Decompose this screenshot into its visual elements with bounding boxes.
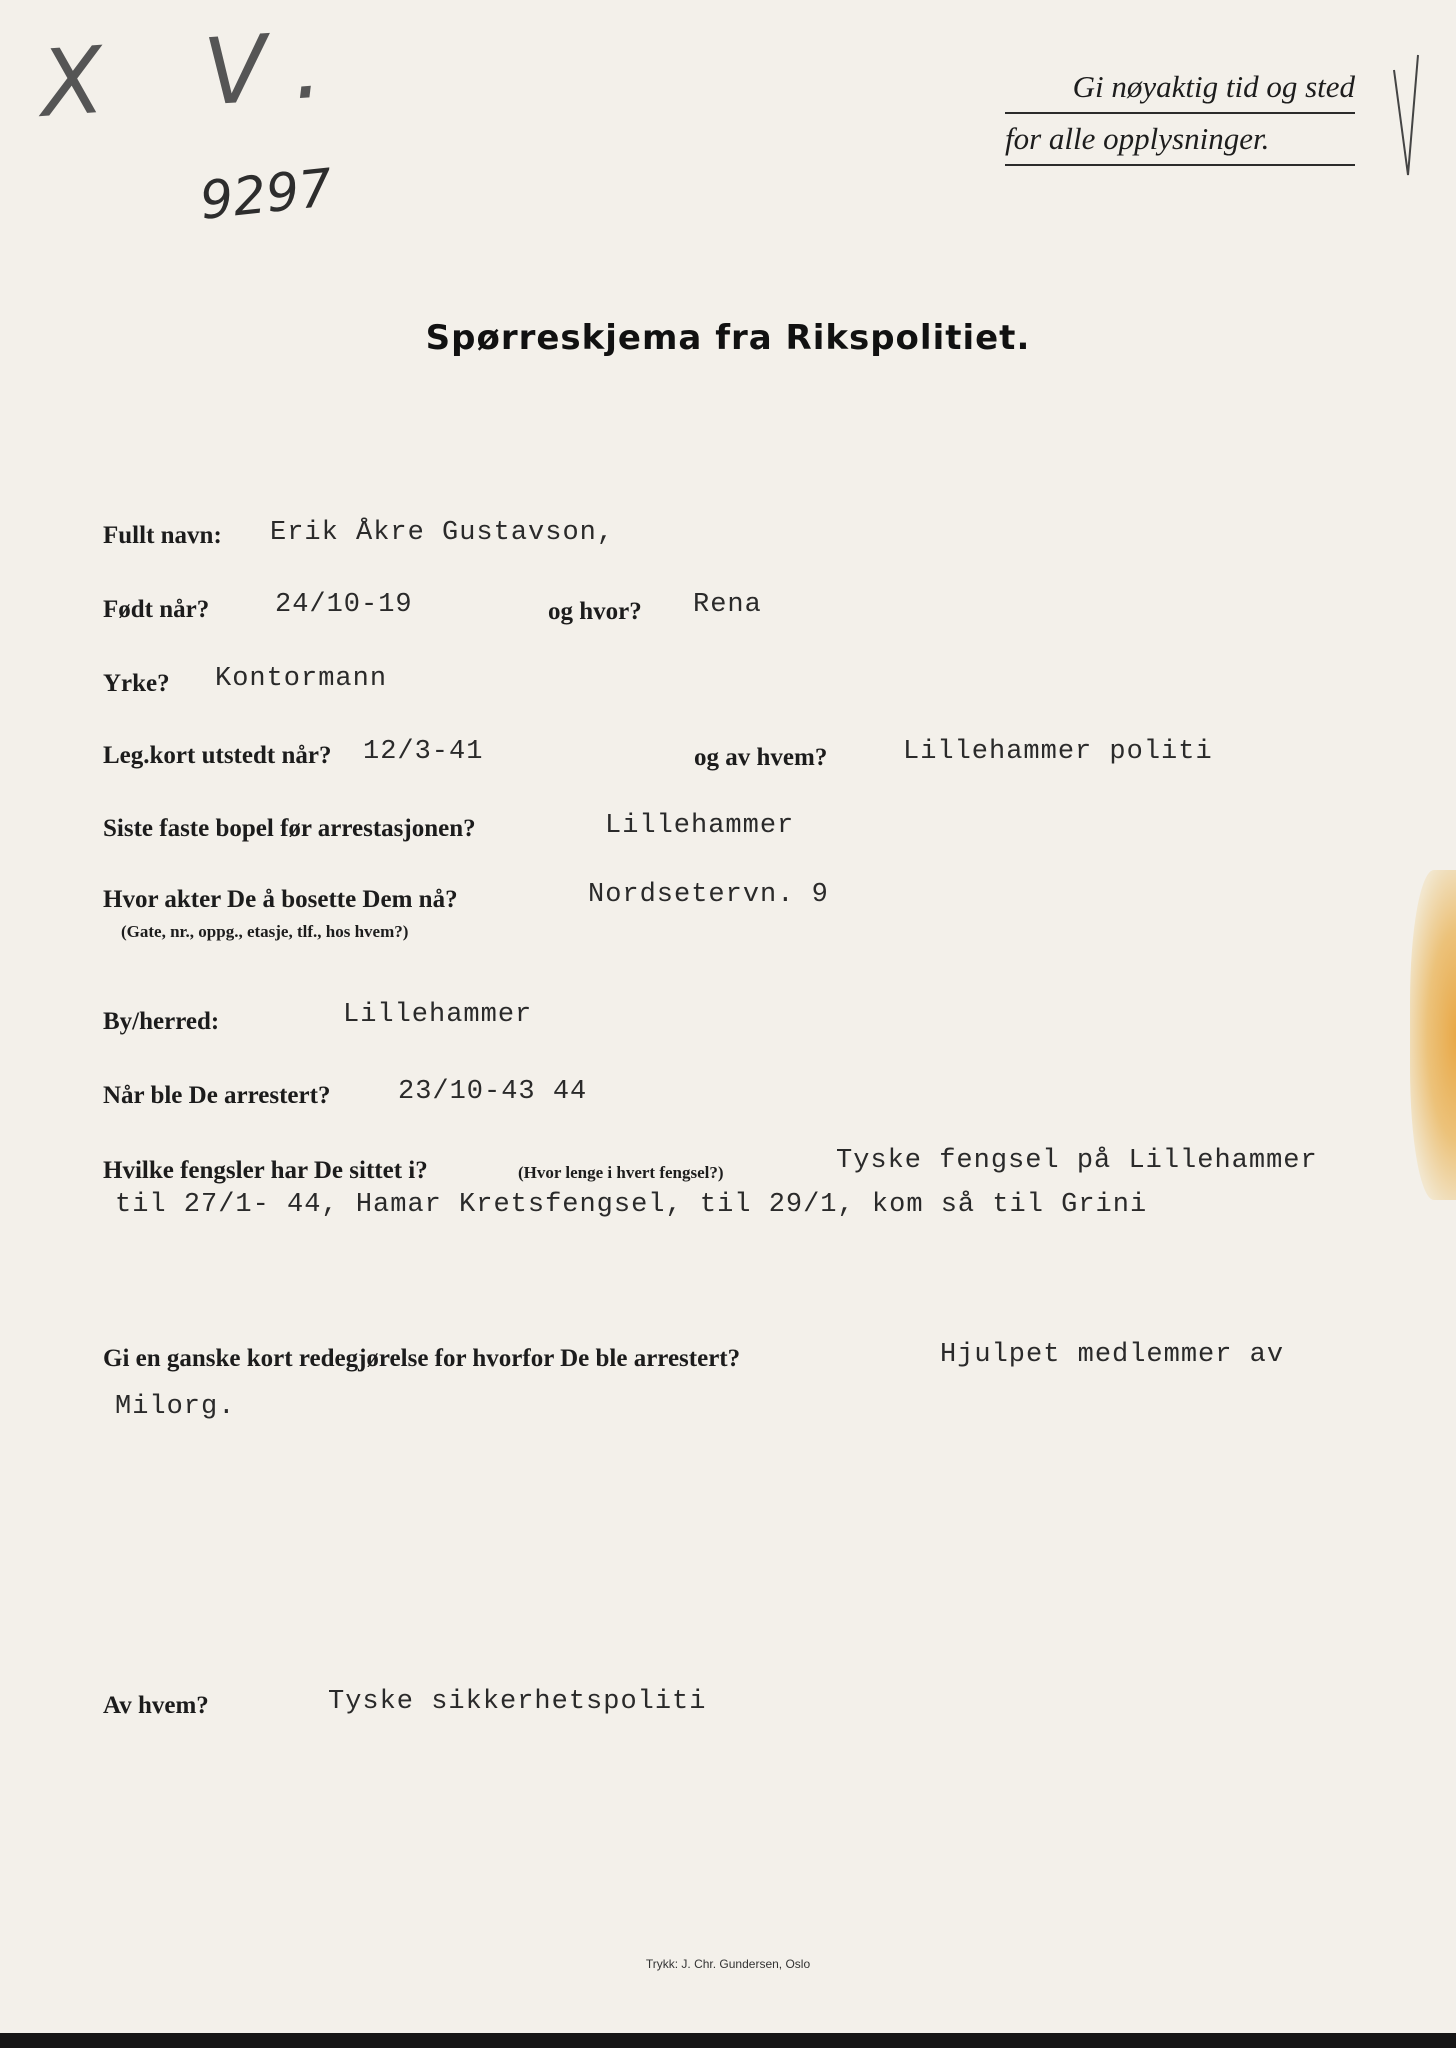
id-card-by-label: og av hvem?	[694, 744, 828, 771]
notice-line-1: Gi nøyaktig tid og sted	[1005, 62, 1355, 114]
id-card-issued-label: Leg.kort utstedt når?	[103, 742, 332, 769]
reason-value-line-2: Milorg.	[115, 1392, 236, 1422]
municipality-label: By/herred:	[103, 1008, 220, 1035]
prisons-label: Hvilke fengsler har De sittet i?	[103, 1157, 428, 1184]
born-where-value: Rena	[693, 590, 762, 620]
prisons-value-line-1: Tyske fengsel på Lillehammer	[836, 1146, 1318, 1176]
full-name-label: Fullt navn:	[103, 522, 222, 549]
born-where-label: og hvor?	[548, 598, 642, 625]
id-card-issued-value: 12/3-41	[363, 737, 484, 767]
municipality-value: Lillehammer	[343, 1000, 533, 1030]
settle-where-value: Nordsetervn. 9	[588, 880, 829, 910]
printer-imprint: Trykk: J. Chr. Gundersen, Oslo	[645, 1957, 811, 1971]
prisons-value-line-2: til 27/1- 44, Hamar Kretsfengsel, til 29/1, kom så til Grini	[115, 1190, 1148, 1220]
arrested-by-value: Tyske sikkerhetspoliti	[328, 1687, 707, 1717]
prisons-sublabel: (Hvor lenge i hvert fengsel?)	[518, 1163, 724, 1182]
born-when-value: 24/10-19	[275, 590, 413, 620]
reason-label: Gi en ganske kort redegjørelse for hvorfor De ble arrestert?	[103, 1345, 741, 1372]
arrested-by-label: Av hvem?	[103, 1692, 209, 1719]
settle-where-sublabel: (Gate, nr., oppg., etasje, tlf., hos hvem?)	[121, 922, 409, 941]
handwritten-number: 9297	[197, 158, 336, 232]
paper-stain	[1410, 870, 1456, 1200]
scan-edge	[0, 2033, 1456, 2048]
page-title: Spørreskjema fra Rikspolitiet.	[425, 318, 1031, 358]
reason-value-line-1: Hjulpet medlemmer av	[940, 1340, 1285, 1370]
id-card-by-value: Lillehammer politi	[903, 737, 1213, 767]
notice-line-2: for alle opplysninger.	[1005, 114, 1355, 166]
notice-box	[1005, 62, 1355, 166]
occupation-value: Kontormann	[215, 664, 388, 694]
last-residence-value: Lillehammer	[605, 811, 795, 841]
last-residence-label: Siste faste bopel før arrestasjonen?	[103, 815, 476, 842]
born-when-label: Født når?	[103, 596, 210, 623]
full-name-value: Erik Åkre Gustavson,	[270, 518, 615, 548]
check-mark-icon	[1392, 50, 1422, 180]
settle-where-label: Hvor akter De å bosette Dem nå?	[103, 886, 458, 913]
occupation-label: Yrke?	[103, 670, 170, 697]
arrested-when-label: Når ble De arrestert?	[103, 1082, 331, 1109]
arrested-when-value: 23/10-43 44	[398, 1077, 588, 1107]
handwritten-mark: X V.	[36, 9, 362, 138]
